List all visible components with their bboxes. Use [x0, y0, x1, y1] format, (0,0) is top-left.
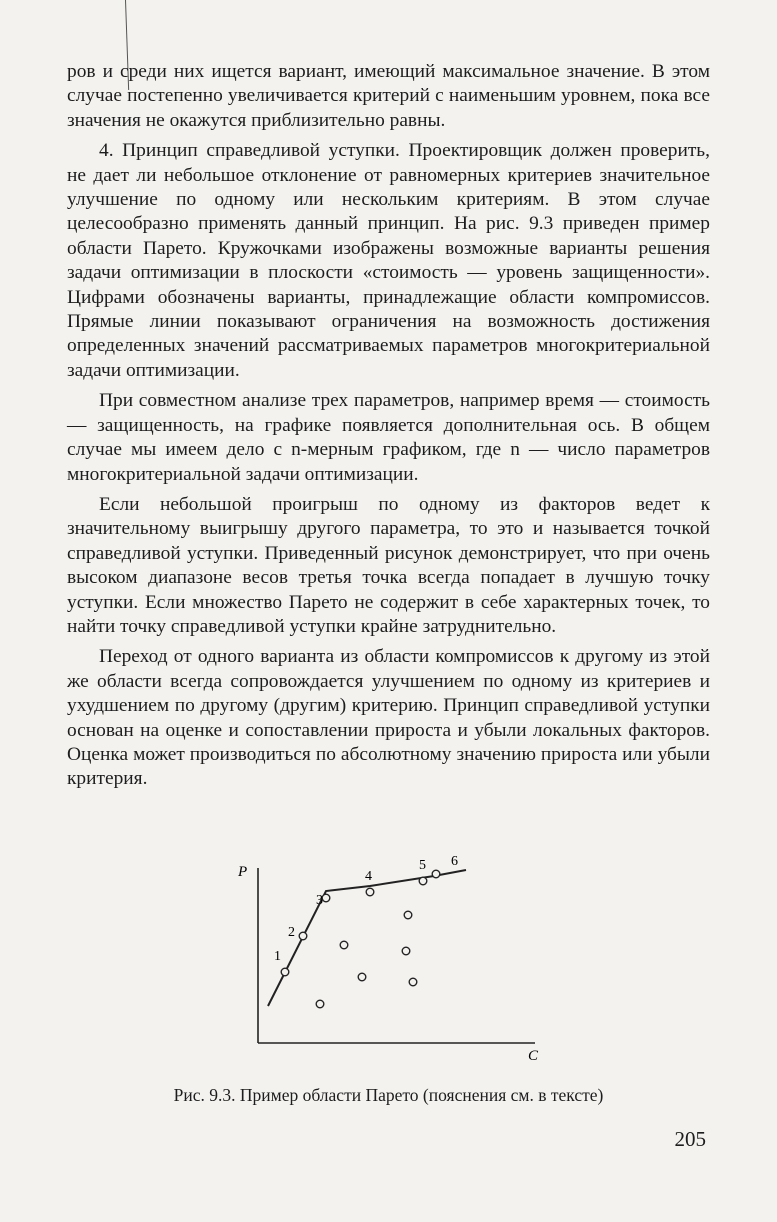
- x-axis-label: C: [528, 1048, 539, 1064]
- pareto-point-2: [299, 932, 307, 940]
- paragraph-4: Если небольшой проигрыш по одному из факторов ведет к значительному выигрышу другого параметра, то это и называется точкой справедливой уступки. Приведенный рисунок демонстрирует, что при очень высоком диапазоне весов третья точка всегда попадает в лучшую точку уступки. Если множество Парето не содержит в себе характерных точек, то найти точку справедливой уступки крайне затруднительно.: [67, 493, 710, 637]
- paragraph-2: 4. Принцип справедливой уступки. Проектировщик должен проверить, не дает ли небольшое отклонение от равномерных критериев значительное улучшение по одному или нескольким критериям. В этом случае целесообразно применять данный принцип. На рис. 9.3 приведен пример области Парето. Кружочками изображены возможные варианты решения задачи оптимизации в плоскости «стоимость — уровень защищенности». Цифрами обозначены варианты, принадлежащие области компромиссов. Прямые линии показывают ограничения на возможность достижения определенных значений рассматриваемых параметров многокритериальной задачи оптимизации.: [67, 140, 710, 381]
- paragraph-5: Переход от одного варианта из области компромиссов к другому из этой же области всегда сопровождается улучшением по одному из критериев и ухудшением по другому (другим) критерию. Принцип справедливой уступки основан на оценке и сопоставлении прироста и убыли локальных факторов. Оценка может производиться по абсолютному значению прироста или убыли критерия.: [67, 646, 710, 790]
- pareto-point-4: [366, 888, 374, 896]
- variant-point: [340, 941, 348, 949]
- pareto-point-1: [281, 968, 289, 976]
- point-label-4: 4: [365, 869, 372, 884]
- y-axis-label: P: [238, 864, 248, 880]
- point-label-1: 1: [274, 949, 281, 964]
- point-label-2: 2: [288, 925, 295, 940]
- page-number: 205: [674, 1127, 706, 1151]
- variant-point: [404, 911, 412, 919]
- variant-point: [358, 973, 366, 981]
- paragraph-1: ров и среди них ищется вариант, имеющий максимальное значение. В этом случае постепенно увеличивается критерий с наименьшим уровнем, пока все значения не окажутся приблизительно равны.: [67, 61, 710, 131]
- point-label-6: 6: [451, 854, 458, 869]
- figure-caption: Рис. 9.3. Пример области Парето (пояснения см. в тексте): [173, 1085, 604, 1105]
- pareto-point-5: [419, 877, 427, 885]
- pareto-point-3: [322, 894, 330, 902]
- body-text: [67, 60, 710, 792]
- variant-point: [402, 947, 410, 955]
- point-label-3: 3: [316, 893, 323, 908]
- variant-point: [316, 1000, 324, 1008]
- variant-point: [409, 978, 417, 986]
- paragraph-3: При совместном анализе трех параметров, например время — стоимость — защищенность, на графике появляется дополнительная ось. В общем случае мы имеем дело с n-мерным графиком, где n — число параметров многокритериальной задачи оптимизации.: [67, 390, 710, 485]
- pareto-figure: [230, 838, 560, 1068]
- pareto-point-6: [432, 870, 440, 878]
- point-label-5: 5: [419, 858, 426, 873]
